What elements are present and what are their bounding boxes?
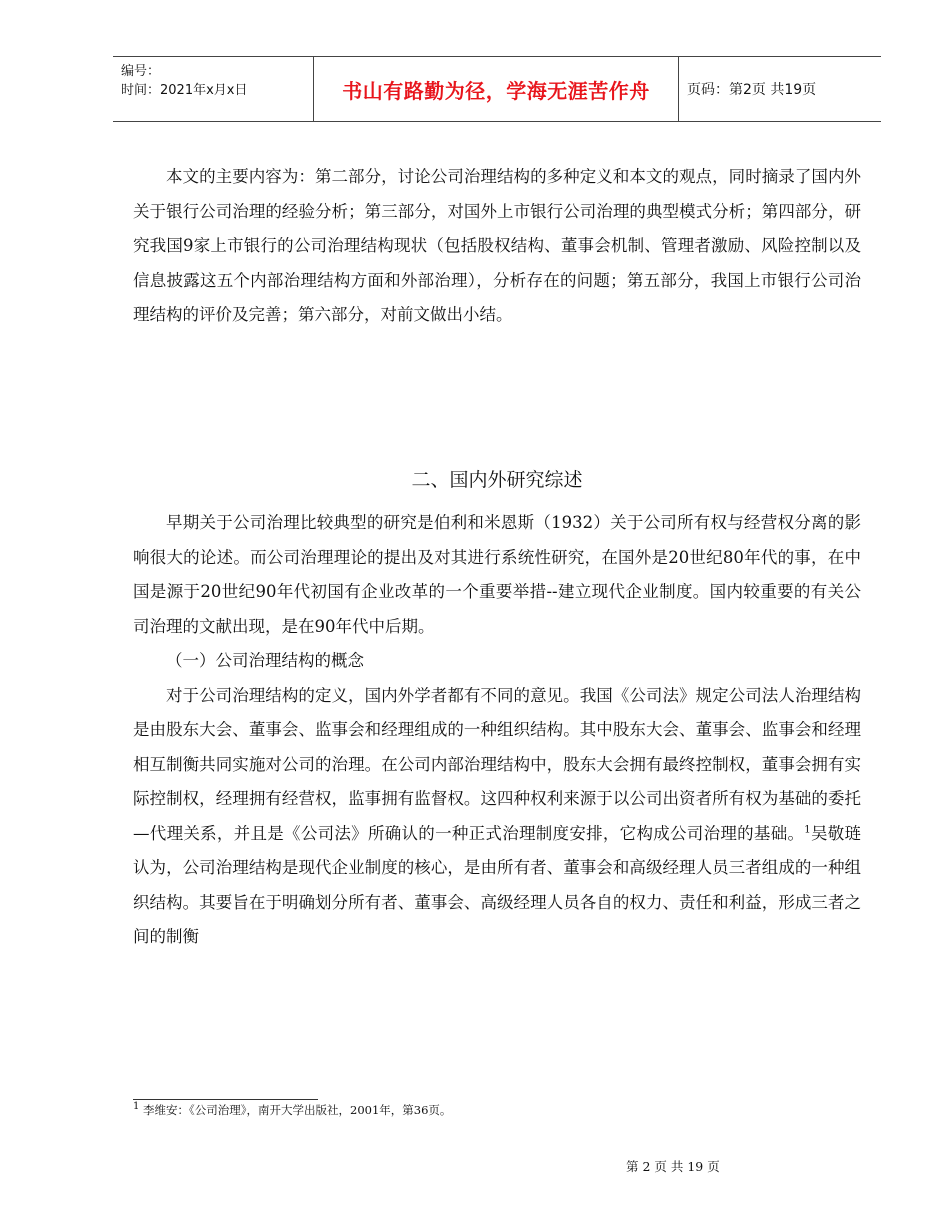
page-footer: 第 2 页 共 19 页 [626,1159,720,1174]
header-meta [113,57,313,121]
section-heading: 二、国内外研究综述 [411,469,583,491]
review-paragraph-1: 早期关于公司治理比较典型的研究是伯利和米恩斯（1932）关于公司所有权与经营权分离的影响很大的论述。而公司治理理论的提出及对其进行系统性研究，在国外是20世纪80年代的事，在中国是源于20世纪90年代初国有企业改革的一个重要举措--建立现代企业制度。国内较重要的有关公司治理的文献出现，是在90年代中后期。 [133,513,861,636]
footnote-divider [133,1099,318,1100]
footnote-reference[interactable]: 1 [804,824,811,835]
intro-section [133,160,861,333]
document-time-label: 时间：2021年x月x日 [121,83,248,98]
page-header [113,56,881,122]
paragraph-text-part-2: 吴敬琏认为，公司治理结构是现代企业制度的核心，是由所有者、董事会和高级经理人员三者组成的一种组织结构。其要旨在于明确划分所有者、董事会、高级经理人员各自的权力、责任和利益，形成三者之间的制衡 [133,823,862,946]
review-section [133,506,861,955]
document-number-label: 编号： [121,64,161,79]
header-motto: 书山有路勤为径，学海无涯苦作舟 [313,57,679,121]
header-page-number: 页码：第2页 共19页 [687,82,817,98]
footnote-text: 李维安：《公司治理》，南开大学出版社，2001年，第36页。 [139,1103,452,1117]
footnote-marker: 1 [133,1101,140,1113]
subsection-heading: （一）公司治理结构的概念 [166,651,364,670]
intro-paragraph: 本文的主要内容为：第二部分，讨论公司治理结构的多种定义和本文的观点，同时摘录了国内外关于银行公司治理的经验分析；第三部分，对国外上市银行公司治理的典型模式分析；第四部分，研究我国9家上市银行的公司治理结构现状（包括股权结构、董事会机制、管理者激励、风险控制以及信息披露这五个内部治理结构方面和外部治理），分析存在的问题；第五部分，我国上市银行公司治理结构的评价及完善；第六部分，对前文做出小结。 [133,167,861,324]
footnote [133,1102,861,1118]
paragraph-text-part-1: 对于公司治理结构的定义，国内外学者都有不同的意见。我国《公司法》规定公司法人治理结构是由股东大会、董事会、监事会和经理组成的一种组织结构。其中股东大会、董事会、监事会和经理相互制衡共同实施对公司的治理。在公司内部治理结构中，股东大会拥有最终控制权，董事会拥有实际控制权，经理拥有经营权，监事拥有监督权。这四种权利来源于以公司出资者所有权为基础的委托—代理关系，并且是《公司法》所确认的一种正式治理制度安排，它构成公司治理的基础。 [133,685,861,843]
review-paragraph-2 [133,679,861,955]
